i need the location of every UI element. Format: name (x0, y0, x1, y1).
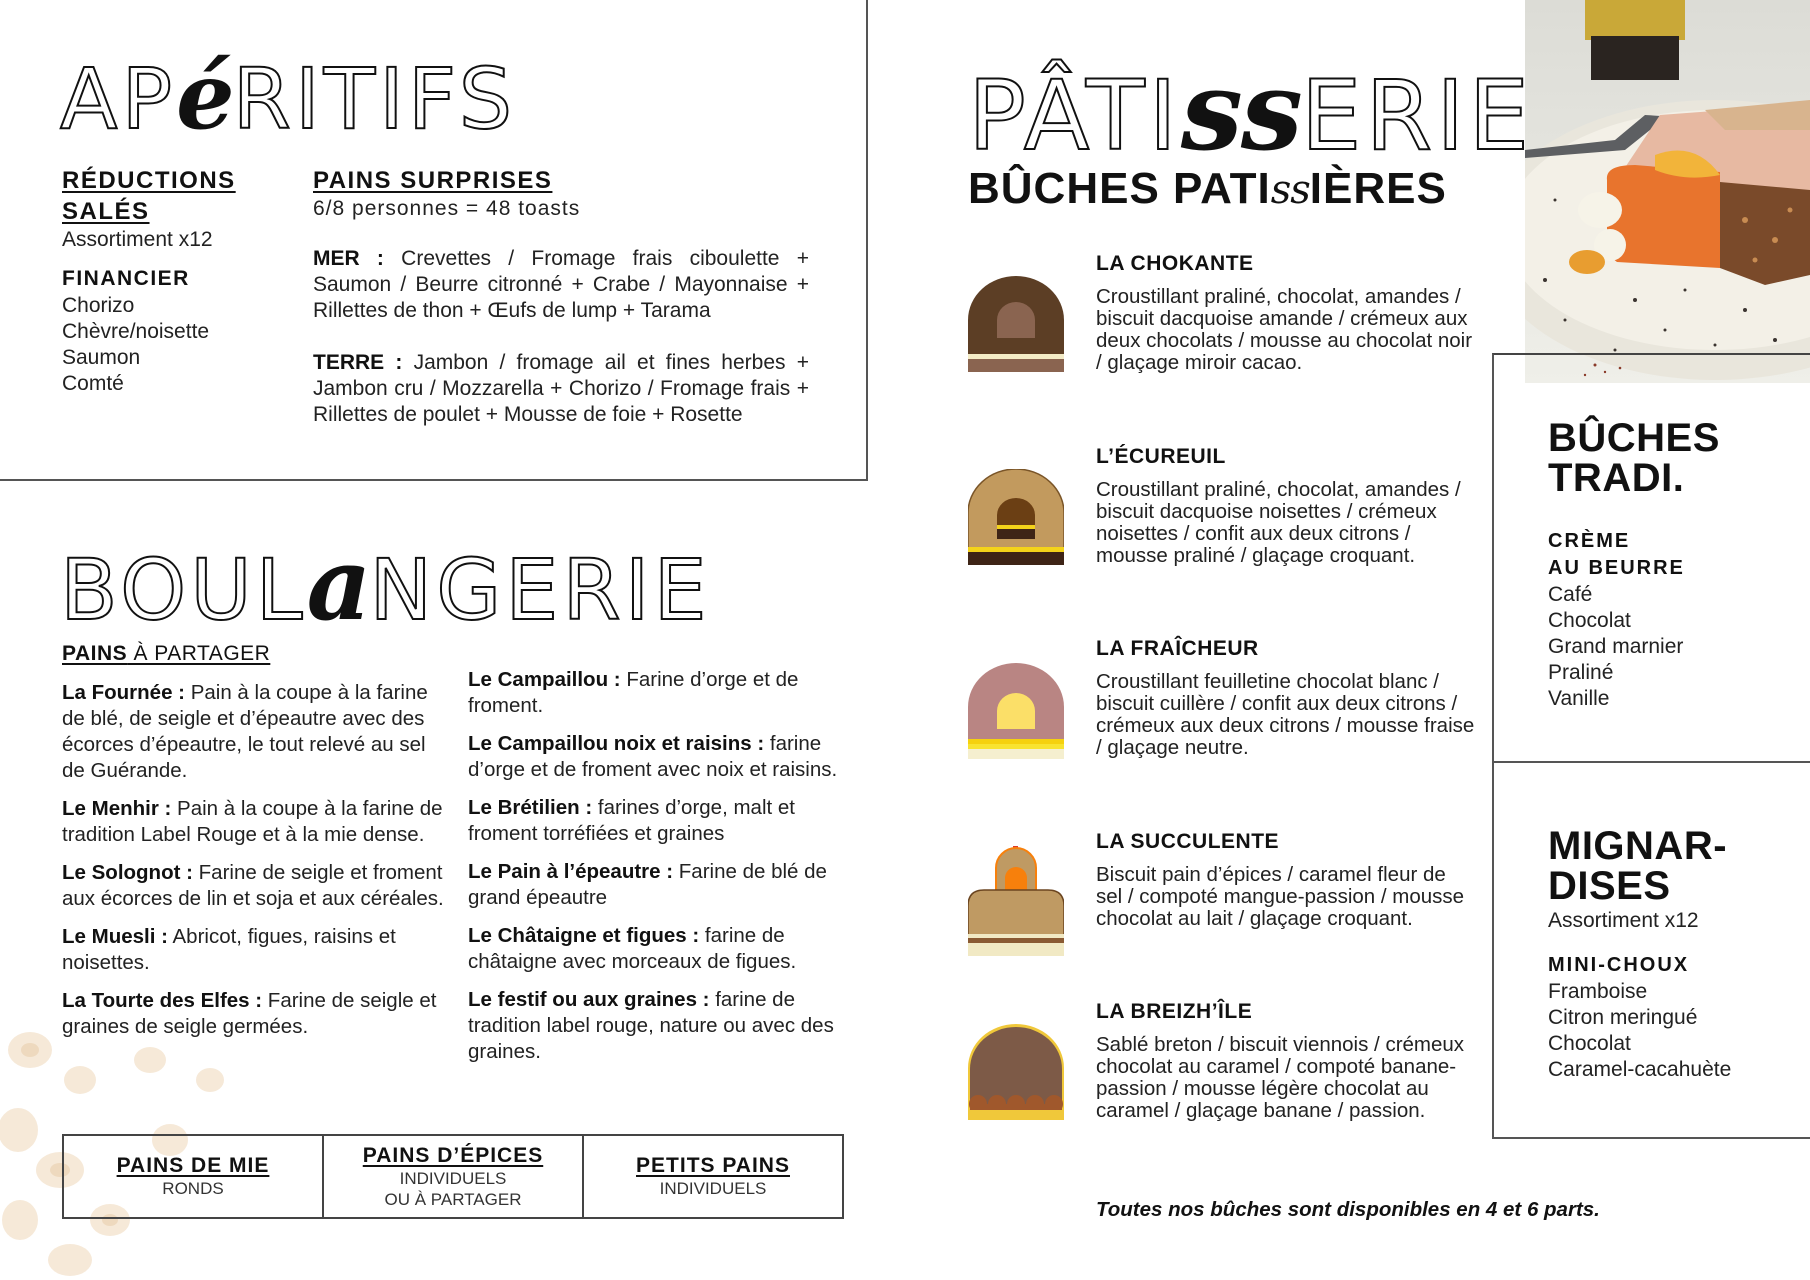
cake-name: L’ÉCUREUIL (1096, 445, 1226, 468)
title-part: BOUL (60, 541, 307, 639)
list-item: Comté (62, 372, 124, 395)
buches-tradi-section (1548, 418, 1720, 712)
bread-desc: farine de tradition label rouge, nature ou avec des graines. (468, 988, 834, 1063)
mer-description (313, 246, 809, 324)
bread-item (62, 796, 452, 848)
mini-choux-flavors (1548, 979, 1731, 1083)
cell-subtitle: RONDS (162, 1179, 224, 1198)
cake-description: Sablé breton / biscuit viennois / crémeux chocolat au caramel / compoté banane-passion / mousse légère chocolat au caramel / glaçage banane / passion. (1096, 1033, 1465, 1122)
bread-item (468, 987, 858, 1065)
list-item: Praliné (1548, 661, 1614, 684)
bread-item (468, 923, 858, 975)
cake-description: Croustillant praliné, chocolat, amandes / biscuit dacquoise noisettes / crémeux noisettes / confit aux deux citrons / mousse praliné / glaçage croquant. (1096, 478, 1461, 567)
breizhile-cake-icon (968, 1024, 1064, 1120)
table-cell-pains-d-epices (324, 1136, 584, 1217)
title-script-letters: ss (1180, 46, 1301, 175)
aperitifs-title (60, 42, 517, 150)
buches-availability-note: Toutes nos bûches sont disponibles en 4 et 6 parts. (1096, 1198, 1600, 1221)
cell-subtitle: INDIVIDUELS (399, 1168, 507, 1188)
pains-surprises-heading: PAINS SURPRISES (313, 167, 553, 194)
bread-item (62, 680, 452, 784)
bread-desc: Abricot, figues, raisins et noisettes. (62, 925, 396, 974)
mignardises-section (1548, 826, 1731, 1083)
list-item: Chocolat (1548, 1032, 1631, 1055)
list-item: Caramel-cacahuète (1548, 1058, 1732, 1081)
cake-description: Croustillant praliné, chocolat, amandes / biscuit dacquoise amande / crémeux aux deux chocolats / mousse au chocolat noir / glaçage miroir cacao. (1096, 285, 1473, 374)
subtitle-part: BÛCHES PATI (968, 164, 1271, 213)
title-part: PÂTI (968, 60, 1181, 172)
bread-desc: Farine d’orge et de froment. (468, 668, 799, 717)
bread-name: La Tourte des Elfes : (62, 989, 263, 1012)
list-item: Café (1548, 583, 1593, 606)
bread-name: Le Muesli : (62, 925, 168, 948)
bread-name: Le Campaillou noix et raisins : (468, 732, 765, 755)
mignardises-heading: DISES (1548, 864, 1671, 908)
list-item: Saumon (62, 346, 141, 369)
bread-extras-table (62, 1134, 844, 1219)
bread-list-left (62, 680, 452, 1052)
mignardises-heading: MIGNAR- (1548, 824, 1728, 868)
bread-desc: Farine de seigle et froment aux écorces de lin et soja et aux céréales. (62, 861, 444, 910)
chokante-cake-icon (968, 276, 1064, 372)
bread-item (62, 860, 452, 912)
list-item: Chorizo (62, 294, 135, 317)
pains-a-partager-heading (62, 642, 270, 666)
table-cell-pains-de-mie (64, 1136, 324, 1217)
bread-name: Le Châtaigne et figues : (468, 924, 700, 947)
fraicheur-cake-icon (968, 663, 1064, 759)
title-script-letter: a (306, 525, 370, 643)
bread-name: Le Campaillou : (468, 668, 621, 691)
bread-name: Le Solognot : (62, 861, 193, 884)
bread-name: Le festif ou aux graines : (468, 988, 710, 1011)
buches-tradi-flavors (1548, 582, 1720, 712)
mignardises-subtitle: Assortiment x12 (1548, 909, 1699, 932)
buche-dessert-photo (1525, 0, 1810, 383)
cake-name: LA SUCCULENTE (1096, 830, 1280, 853)
bread-desc: Pain à la coupe à la farine de blé, de seigle et d’épeautre avec des écorces d’épeautre, le tout relevé au sel de Guérande. (62, 681, 428, 782)
cake-name: LA FRAÎCHEUR (1096, 637, 1259, 660)
reductions-subtitle: Assortiment x12 (62, 228, 213, 251)
cake-item-la-succulente (960, 830, 1480, 990)
cake-item-la-chokante (960, 252, 1480, 412)
bread-desc: farines d’orge, malt et froment torréfiées et graines (468, 796, 795, 845)
buches-tradi-heading: TRADI. (1548, 456, 1685, 500)
bread-list-right (468, 667, 858, 1077)
bread-item (468, 731, 858, 783)
bread-desc: Farine de blé de grand épeautre (468, 860, 827, 909)
cell-subtitle: INDIVIDUELS (659, 1179, 767, 1198)
bread-desc: farine d’orge et de froment avec noix et raisins. (468, 732, 838, 781)
bread-item (468, 667, 858, 719)
financier-list (62, 293, 282, 397)
list-item: Chocolat (1548, 609, 1631, 632)
cake-item-l-ecureuil (960, 445, 1480, 605)
bread-name: La Fournée : (62, 681, 186, 704)
bread-desc: Farine de seigle et graines de seigle germées. (62, 989, 437, 1038)
pains-surprises-section (313, 165, 809, 428)
pains-surprises-subtitle: 6/8 personnes = 48 toasts (313, 197, 581, 220)
bread-desc: Pain à la coupe à la farine de tradition Label Rouge et à la mie dense. (62, 797, 443, 846)
title-part: NGERIE (369, 541, 711, 639)
terre-description (313, 350, 809, 428)
right-panel-divider (1492, 761, 1810, 763)
title-part: RITIFS (232, 50, 517, 148)
bread-item (62, 924, 452, 976)
list-item: Chèvre/noisette (62, 320, 210, 343)
title-part: AP (60, 50, 177, 148)
cake-item-la-fraicheur (960, 637, 1480, 797)
mer-label: MER : (313, 247, 384, 270)
bread-item (468, 859, 858, 911)
heading-rest: À PARTAGER (127, 642, 271, 665)
cake-description: Croustillant feuilletine chocolat blanc / biscuit cuillère / confit aux deux citrons / crémeux aux deux citrons / mousse fraise / glaçage neutre. (1096, 670, 1475, 759)
title-part: ERIE (1300, 60, 1534, 172)
bread-item (62, 988, 452, 1040)
patisserie-title (968, 46, 1534, 175)
cell-title: PAINS D’ÉPICES (362, 1143, 544, 1167)
bread-item (468, 795, 858, 847)
heading-bold: PAINS (62, 642, 128, 665)
cake-item-la-breizhile (960, 1000, 1480, 1170)
creme-au-beurre-heading: CRÈME (1548, 530, 1631, 552)
boulangerie-title (60, 525, 711, 643)
list-item: Citron meringué (1548, 1006, 1698, 1029)
succulente-cake-icon (968, 844, 1064, 956)
subtitle-part: IÈRES (1309, 164, 1447, 213)
cake-name: LA CHOKANTE (1096, 252, 1254, 275)
title-script-letter: é (176, 42, 233, 150)
creme-au-beurre-heading: AU BEURRE (1548, 557, 1685, 579)
reductions-sales-section (62, 165, 282, 397)
bread-name: Le Pain à l’épeautre : (468, 860, 674, 883)
financier-heading: FINANCIER (62, 267, 190, 290)
bread-desc: farine de châtaigne avec morceaux de figues. (468, 924, 797, 973)
cell-title: PETITS PAINS (636, 1154, 790, 1177)
list-item: Framboise (1548, 980, 1648, 1003)
bread-name: Le Brétilien : (468, 796, 593, 819)
reductions-heading: RÉDUCTIONS SALÉS (62, 167, 236, 225)
subtitle-script-letters: ss (1270, 167, 1310, 213)
table-cell-petits-pains (584, 1136, 842, 1217)
cell-subtitle: OU À PARTAGER (384, 1189, 522, 1209)
mini-choux-heading: MINI-CHOUX (1548, 954, 1690, 976)
bread-name: Le Menhir : (62, 797, 172, 820)
ecureuil-cake-icon (968, 469, 1064, 565)
cell-title: PAINS DE MIE (116, 1154, 270, 1177)
terre-text: Jambon / fromage ail et fines herbes + Jambon cru / Mozzarella + Chorizo / Fromage frais + Rillettes de poulet + Mousse de foie + Rosette (313, 351, 809, 426)
cake-description: Biscuit pain d’épices / caramel fleur de sel / compoté mangue-passion / mousse chocolat au lait / glaçage croquant. (1096, 863, 1465, 930)
terre-label: TERRE : (313, 351, 403, 374)
cake-name: LA BREIZH’ÎLE (1096, 1000, 1253, 1023)
list-item: Grand marnier (1548, 635, 1684, 658)
list-item: Vanille (1548, 687, 1610, 710)
buches-patissieres-heading (968, 164, 1447, 214)
mer-text: Crevettes / Fromage frais ciboulette + Saumon / Beurre citronné + Crabe / Mayonnaise + Rillettes de thon + Œufs de lump + Tarama (313, 247, 809, 322)
buches-tradi-heading: BÛCHES (1548, 416, 1720, 460)
